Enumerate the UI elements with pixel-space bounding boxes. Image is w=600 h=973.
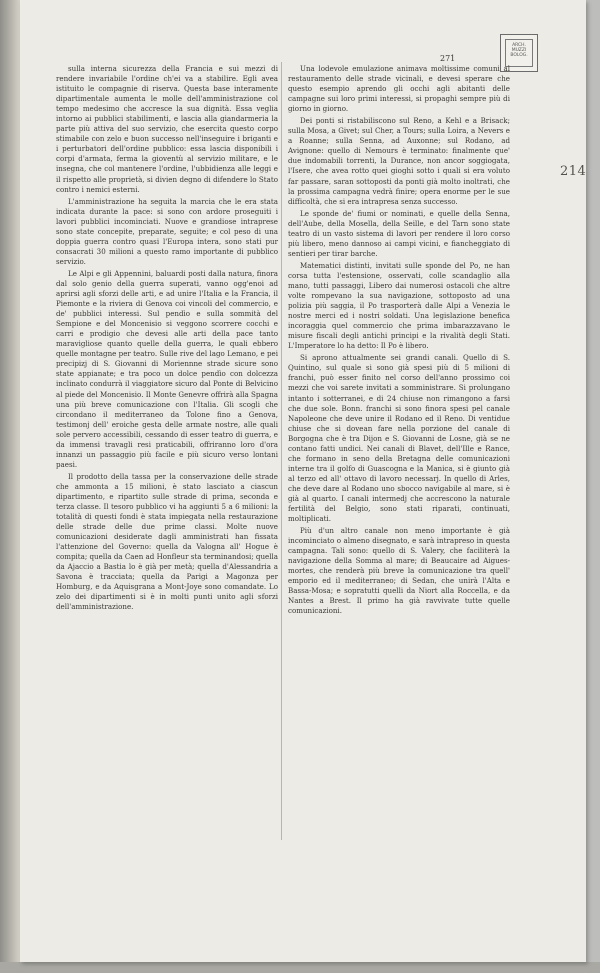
right-column	[288, 64, 510, 617]
right-paragraph-2: Dei ponti si ristabiliscono sul Reno, a Kehl e a Brisack; sulla Mosa, a Givet; sul Cher, a Tours; sulla Loira, a Nevers e a Roanne; sulla Senna, ad Auxonne; sul Rodano, ad Avignone: quello di Nemours è terminato: finalmente que' due indomabili torrenti, la Durance, non ancor soggiogata, l'Isere, che avea rotto quei gioghi sotto i quali si era voluto far passare, saran sottoposti da ponti già molto inoltrati, che la prossima campagna vedrà finire; opera enorme per le sue difficoltà, che si era intrapresa senza successo.	[288, 116, 510, 206]
right-paragraph-6: Più d'un altro canale non meno importante è già incominciato o almeno disegnato, e sarà intrapreso in questa campagna. Tali sono: quello di S. Valery, che faciliterà la navigazione della Somma al mare; di Beaucaire ad Aigues-mortes, che renderà più breve la comunicazione tra quell' emporio ed il mediterraneo; di Sedan, che unirà l'Alta e Bassa-Mosa; e sopratutti quelli da Niort alla Roccella, e da Nantes a Brest. Il primo ha già ravvivate tutte quelle comunicazioni.	[288, 526, 510, 616]
right-paragraph-3: Le sponde de' fiumi or nominati, e quelle della Senna, dell'Aube, della Mosella, della Seille, e del Tarn sono state teatro di un vasto sistema di lavori per rendere il loro corso più libero, meno dannoso ai campi vicini, e fiancheggiato di sentieri per tirar barche.	[288, 208, 510, 258]
column-divider	[281, 62, 282, 840]
scan-background-bottom	[0, 962, 600, 973]
folio-number: 214	[560, 164, 587, 179]
right-paragraph-5: Si aprono attualmente sei grandi canali. Quello di S. Quintino, sul quale si sono già spesi più di 5 milioni di franchi, può esser finito nel corso dell'anno prossimo coi mezzi che voi sarete invitati a somministrare. Si prolungano intanto i sotterranei, e di 24 chiuse non rimangono a farsi che due sole. Bonn. franchi si sono finora spesi pel canale Napoleone che deve unire il Rodano ed il Reno. Di ventidue chiuse che si dovean fare nella porzione del canale di Borgogna che è tra Dijon e S. Giovanni de Losne, già se ne contano fatti undici. Nei canali di Blavet, dell'Ille e Rance, che formano in seno della Bretagna delle comunicazioni interne tra il golfo di Guascogna e la Manica, si è giunto già al terzo ed all' ottavo di lavoro necessarj. In quello di Arles, che deve dare al Rodano uno sbocco navigabile al mare, si è già al quarto. I canali intermedj che accrescono la naturale fertilità del Belgio, sono stati riparati, continuati, moltiplicati.	[288, 353, 510, 524]
right-paragraph-1: Una lodevole emulazione animava moltissime comuni al restauramento delle strade vicinali, e devesi sperare che questo esempio aprendo gli occhi agli abitanti delle campagne sui loro primi interessi, si propaghi sempre più di giorno in giorno.	[288, 64, 510, 114]
left-paragraph-4: Il prodotto della tassa per la conservazione delle strade che ammonta a 15 milioni, è stato lasciato a ciascun dipartimento, e ripartito sulle strade di prima, seconda e terza classe. Il tesoro pubblico vi ha aggiunti 5 a 6 milioni: la totalità di questi fondi è stata impiegata nella restaurazione delle strade delle due prime classi. Molte nuove comunicazioni desiderate dagli amministrati han fissata l'attenzione del Governo: quella da Valogna all' Hogue è compita; quella da Caen ad Honfleur sta terminandosi; quella da Ajaccio a Bastia lo è già per metà; quella d'Alessandria a Savona è tracciata; quella da Parigi a Magonza per Homburg, e da Aquisgrana a Mont-Joye sono comandate. Lo zelo dei dipartimenti si è in molti punti unito agli sforzi dell'amministrazione.	[56, 471, 278, 612]
left-paragraph-1: sulla interna sicurezza della Francia e sui mezzi di rendere invariabile l'ordine ch'ei va a stabilire. Egli avea istituito le compagnie di riserva. Questa base interamente dipartimentale aumenta le molle dell'amministrazione col tempo medesimo che accresce la sua dignità. Essa veglia intorno ai pubblici stabilimenti, e lascia alla giandarmeria la parte più attiva del suo servizio, che esercita questo corpo stimabile con zelo e buon successo nell'inseguire i briganti e i perturbatori dell'ordine pubblico: essa lascia disponibili i corpi d'armata, ferma la gioventù al servizio militare, e le insegna, che col mantenere l'ordine, l'ubbidienza alle leggi e il rispetto alle proprietà, si divien degno di difendere lo Stato contro i nemici esterni.	[56, 64, 278, 194]
right-paragraph-4: Matematici distinti, invitati sulle sponde del Po, ne han corsa tutta l'estensione, osservati, colle scandaglio alla mano, tutti passaggi, Libero dai numerosi ostacoli che altre volte rompevano la sua navigazione, sottoposto ad una polizia più saggia, il Po trasporterà dalle Alpi a Venezia le nostre merci ed i nostri soldati. Una legislazione benefica incoraggia quel commercio che prima imbarazzavano le misure fiscali degli antichi principi e la rivalità degli Stati. L'Imperatore lo ha detto: Il Po è libero.	[288, 260, 510, 351]
left-paragraph-3: Le Alpi e gli Appennini, baluardi posti dalla natura, finora dal solo genio della guerra superati, vanno ogg'enoi ad aprirsi agli sforzi delle arti, e ad unire l'Italia e la Francia, il Piemonte e la riviera di Genova coi vincoli del commercio, e de' pubblici interessi. Sul pendìo e sulla sommità del Sempione e del Moncenisio si veggono scorrere cocchi e carri e prodigio che devesi alle arti della pace tanto maravigliose quanto quelle della guerra, le quali ebbero quelle montagne per teatro. Sulle rive del lago Lemano, e pei precipizj di S. Giovanni di Moriennne strade sicure sono state appianate; e tra poco un dolce pendìo con dolcezza inclinato condurrà il viaggiatore sicuro dal Ponte di Belvicino al piede del Moncenisio. Il Monte Genevre offrirà alla Spagna una più breve comunicazione con l'Italia. Gli scogli che circondano il mediterraneo da Tolone fino a Genova, testimonj dell' eroiche gesta delle armate nostre, alle quali sole pervero accessibili, cessando di esser teatro di guerra, e da immensi travagli resi praticabili, offriranno loro d'ora innanzi un passaggio più facile e più sicuro verso lontani paesi.	[56, 268, 278, 469]
page-number: 271	[440, 54, 456, 63]
left-paragraph-2: L'amministrazione ha seguita la marcia che le era stata indicata durante la pace: si sono con ardore proseguiti i lavori pubblici incominciati. Nuove e grandiose intraprese sono state concepite, preparate, seguite; e col peso di una doppia guerra contro quasi l'Europa intera, sono stati pur consacrati 30 milioni a questo ramo importante di pubblico servizio.	[56, 196, 278, 266]
archive-stamp-text: ARCH. MUZZI BOLOG.	[505, 39, 533, 67]
volume-gutter-left	[0, 0, 20, 973]
left-column	[56, 64, 278, 613]
